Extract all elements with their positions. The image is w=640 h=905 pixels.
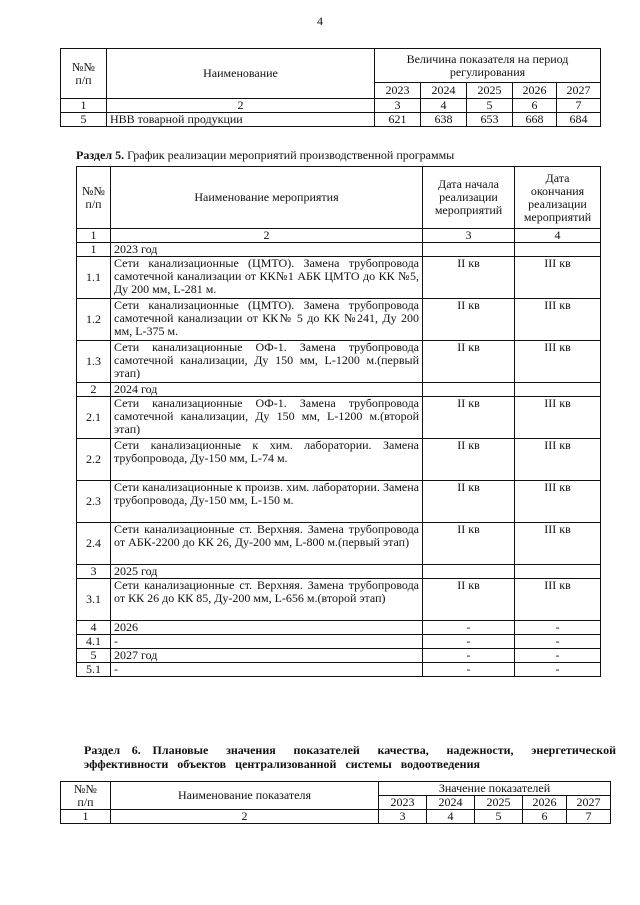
page-number: 4	[317, 14, 323, 28]
col-header-values: Значение показателей	[379, 782, 611, 796]
start-date: II кв	[423, 523, 515, 565]
activity-row	[77, 397, 601, 439]
col-header-period: Величина показателя на период регулирования	[375, 49, 601, 83]
table-row	[61, 113, 601, 127]
year-header: 2026	[523, 796, 567, 810]
year-group-row	[77, 635, 601, 649]
activity-name: Сети канализационные ст. Верхняя. Замена трубопровода от АБК-2200 до КК 26, Ду-200 мм, L-800 м.(первый этап)	[111, 523, 423, 565]
start-date: II кв	[423, 257, 515, 299]
row-value: 684	[557, 113, 601, 127]
row-value: 621	[375, 113, 421, 127]
column-index: 1	[77, 229, 111, 243]
row-num: 2	[77, 383, 111, 397]
end-date: III кв	[515, 397, 601, 439]
activity-name: -	[111, 635, 423, 649]
section-6-heading	[84, 743, 616, 771]
col-header-indicator: Наименование показателя	[111, 782, 379, 810]
activity-name: 2027 год	[111, 649, 423, 663]
activity-row	[77, 257, 601, 299]
row-num: 1	[77, 243, 111, 257]
section-6-label: Раздел 6.	[84, 743, 141, 757]
end-date: III кв	[515, 523, 601, 565]
start-date: -	[423, 635, 515, 649]
year-header: 2023	[375, 83, 421, 99]
section-5-heading	[76, 148, 454, 163]
activity-row	[77, 299, 601, 341]
section-5-label: Раздел 5.	[76, 148, 125, 162]
start-date	[423, 383, 515, 397]
column-index: 1	[61, 99, 107, 113]
activity-name: -	[111, 663, 423, 677]
section-6-title: Плановые значения показателей качества, надежности, энергетической эффективности объектов централизованной системы водоотведения	[84, 743, 616, 771]
end-date	[515, 565, 601, 579]
row-num: 5	[61, 113, 107, 127]
column-index: 3	[423, 229, 515, 243]
column-index: 1	[61, 810, 111, 824]
year-group-row	[77, 565, 601, 579]
row-num: 2.3	[77, 481, 111, 523]
column-index: 2	[111, 229, 423, 243]
start-date: -	[423, 621, 515, 635]
activity-row	[77, 523, 601, 565]
quality-indicators-table	[60, 781, 611, 824]
column-index: 2	[111, 810, 379, 824]
column-index: 6	[523, 810, 567, 824]
activity-row	[77, 481, 601, 523]
col-header-activity: Наименование мероприятия	[111, 167, 423, 229]
activity-name: 2025 год	[111, 565, 423, 579]
year-header: 2024	[427, 796, 475, 810]
row-num: 1.1	[77, 257, 111, 299]
end-date: III кв	[515, 299, 601, 341]
end-date: -	[515, 635, 601, 649]
end-date: -	[515, 663, 601, 677]
column-index: 4	[515, 229, 601, 243]
end-date	[515, 243, 601, 257]
col-header-name: Наименование	[107, 49, 375, 99]
start-date: -	[423, 663, 515, 677]
column-index: 7	[557, 99, 601, 113]
start-date: II кв	[423, 579, 515, 621]
row-value: 653	[467, 113, 513, 127]
col-header-num: №№ п/п	[61, 782, 111, 810]
year-header: 2027	[557, 83, 601, 99]
end-date: III кв	[515, 341, 601, 383]
start-date: II кв	[423, 341, 515, 383]
end-date	[515, 383, 601, 397]
start-date: -	[423, 649, 515, 663]
start-date: II кв	[423, 397, 515, 439]
row-num: 3.1	[77, 579, 111, 621]
year-group-row	[77, 649, 601, 663]
row-num: 5.1	[77, 663, 111, 677]
row-num: 3	[77, 565, 111, 579]
year-group-row	[77, 243, 601, 257]
year-header: 2027	[567, 796, 611, 810]
end-date: III кв	[515, 481, 601, 523]
year-group-row	[77, 621, 601, 635]
end-date: III кв	[515, 439, 601, 481]
year-header: 2024	[421, 83, 467, 99]
activity-name: 2026	[111, 621, 423, 635]
column-index: 6	[513, 99, 557, 113]
row-value: 638	[421, 113, 467, 127]
row-num: 4.1	[77, 635, 111, 649]
end-date: III кв	[515, 579, 601, 621]
row-name: НВВ товарной продукции	[107, 113, 375, 127]
col-header-num: №№ п/п	[77, 167, 111, 229]
start-date: II кв	[423, 299, 515, 341]
activity-row	[77, 341, 601, 383]
activity-name: Сети канализационные ОФ-1. Замена трубопровода самотечной канализации, Ду 150 мм, L-1200 м.(второй этап)	[111, 397, 423, 439]
column-index: 5	[467, 99, 513, 113]
row-num: 2.1	[77, 397, 111, 439]
row-num: 1.2	[77, 299, 111, 341]
activity-name: Сети канализационные ст. Верхняя. Замена трубопровода от КК 26 до КК 85, Ду-200 мм, L-656 м.(второй этап)	[111, 579, 423, 621]
activity-row	[77, 439, 601, 481]
activity-name: Сети канализационные ОФ-1. Замена трубопровода самотечной канализации, Ду 150 мм, L-1200 м.(первый этап)	[111, 341, 423, 383]
column-index: 2	[107, 99, 375, 113]
column-index: 5	[475, 810, 523, 824]
end-date: -	[515, 621, 601, 635]
start-date: II кв	[423, 481, 515, 523]
row-num: 1.3	[77, 341, 111, 383]
start-date	[423, 243, 515, 257]
row-num: 2.2	[77, 439, 111, 481]
activity-name: 2024 год	[111, 383, 423, 397]
end-date: III кв	[515, 257, 601, 299]
column-index: 4	[421, 99, 467, 113]
activity-name: Сети канализационные к произв. хим. лаборатории. Замена трубопровода, Ду-150 мм, L-150 м.	[111, 481, 423, 523]
start-date	[423, 565, 515, 579]
activity-name: Сети канализационные (ЦМТО). Замена трубопровода самотечной канализации от КК№ 5 до КК №241, Ду 200 мм, L-375 м.	[111, 299, 423, 341]
row-value: 668	[513, 113, 557, 127]
row-num: 5	[77, 649, 111, 663]
year-group-row	[77, 663, 601, 677]
year-header: 2025	[475, 796, 523, 810]
column-index: 4	[427, 810, 475, 824]
activity-name: Сети канализационные к хим. лаборатории. Замена трубопровода, Ду-150 мм, L-74 м.	[111, 439, 423, 481]
end-date: -	[515, 649, 601, 663]
year-group-row	[77, 383, 601, 397]
row-num: 4	[77, 621, 111, 635]
column-index: 7	[567, 810, 611, 824]
activity-name: Сети канализационные (ЦМТО). Замена трубопровода самотечной канализации от КК№1 АБК ЦМТО до КК №5, Ду 200 мм, L-281 м.	[111, 257, 423, 299]
year-header: 2025	[467, 83, 513, 99]
section-5-title: График реализации мероприятий производственной программы	[127, 148, 455, 162]
column-index: 3	[379, 810, 427, 824]
activity-row	[77, 579, 601, 621]
activity-name: 2023 год	[111, 243, 423, 257]
year-header: 2023	[379, 796, 427, 810]
col-header-num: №№ п/п	[61, 49, 107, 99]
year-header: 2026	[513, 83, 557, 99]
column-index: 3	[375, 99, 421, 113]
col-header-start-date: Дата начала реализации мероприятий	[423, 167, 515, 229]
row-num: 2.4	[77, 523, 111, 565]
col-header-end-date: Дата окончания реализации мероприятий	[515, 167, 601, 229]
start-date: II кв	[423, 439, 515, 481]
production-program-schedule-table	[76, 166, 601, 677]
regulation-indicators-table	[60, 48, 601, 127]
